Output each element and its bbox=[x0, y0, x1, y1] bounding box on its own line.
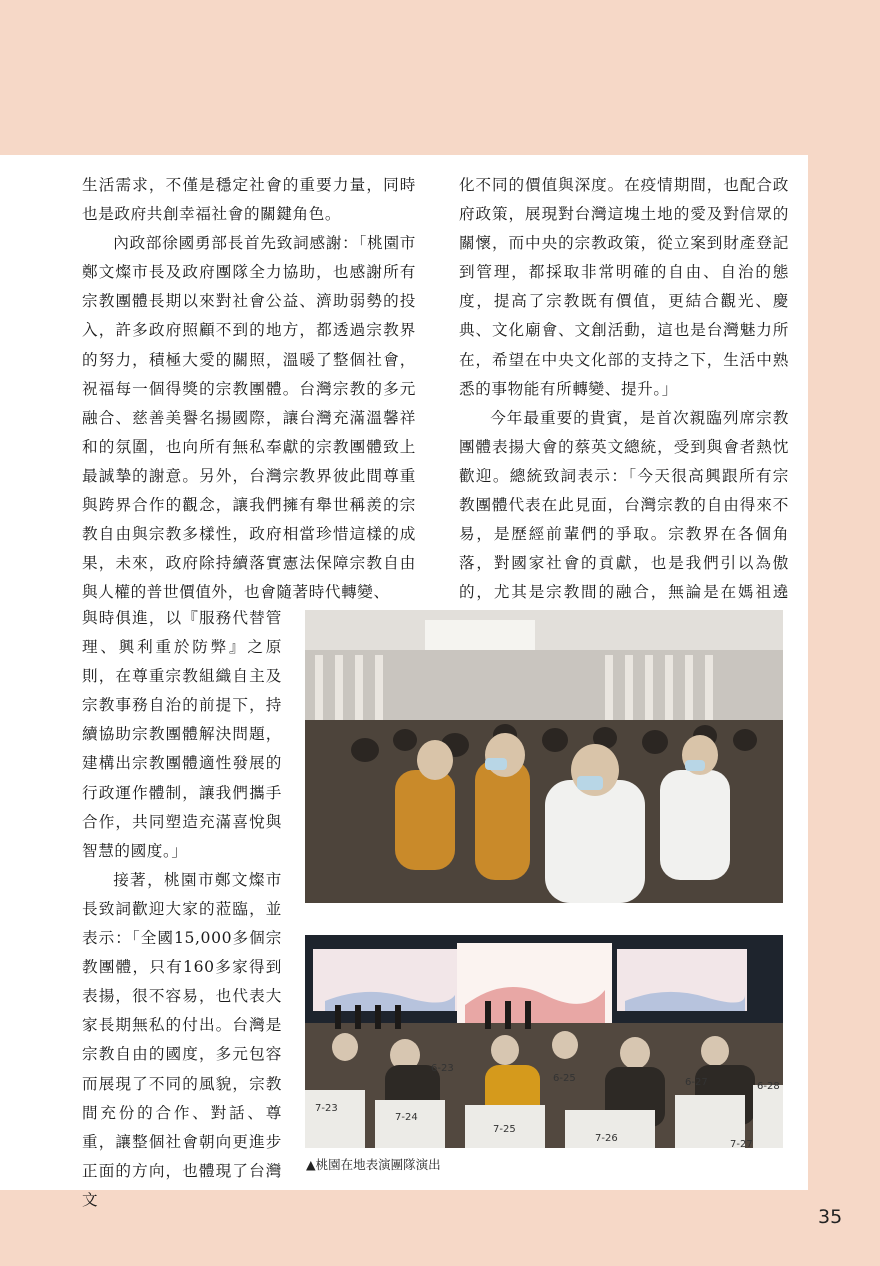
paragraph: 今年最重要的貴賓，是首次親臨列席宗教團體表揚大會的蔡英文總統，受到與會者熱忱歡迎。總統致詞表示：「今天很高興跟所有宗教團體代表在此見面，台灣宗教的自由得來不易，是歷經前輩們的爭取。宗教界在各個角落，對國家社會的貢獻，也是我們引以為傲的，尤其是宗教間的融合，無論是在媽祖遶 bbox=[459, 408, 789, 602]
paragraph: 接著，桃園市鄭文燦市長致詞歡迎大家的蒞臨，並表示：「全國15,000多個宗教團體，只有160多家得到表揚，很不容易，也代表大家長期無私的付出。台灣是宗教自由的國度，多元包容而展現了不同的風貌，宗教間充份的合作、對話、尊重，讓整個社會朝向更進步正面的方向，也體現了台灣文 bbox=[82, 870, 282, 1209]
seat-label: 7-23 bbox=[315, 1103, 338, 1114]
paragraph: 內政部徐國勇部長首先致詞感謝：「桃園市鄭文燦市長及政府團隊全力協助，也感謝所有宗教團體長期以來對社會公益、濟助弱勢的投入，許多政府照顧不到的地方，都透過宗教界的努力，積極大愛的關照，溫暖了整個社會，祝福每一個得獎的宗教團體。台灣宗教的多元融合、慈善美譽名揚國際，讓台灣充滿溫馨祥和的氛圍，也向所有無私奉獻的宗教團體致上最誠摯的謝意。另外，台灣宗教界彼此間尊重與跨界合作的觀念，讓我們擁有舉世稱羨的宗教自由與宗教多樣性，政府相當珍惜這樣的成果，未來，政府除持續落實憲法保障宗教自由與人權的普世價值外，也會隨著時代轉變、 bbox=[82, 234, 416, 602]
left-column-text bbox=[82, 171, 416, 607]
seat-label: 6-27 bbox=[685, 1077, 708, 1088]
ceremony-audience-photo bbox=[305, 610, 783, 903]
paragraph: 生活需求，不僅是穩定社會的重要力量，同時也是政府共創幸福社會的關鍵角色。 bbox=[82, 176, 416, 224]
seat-label: 6-25 bbox=[553, 1073, 576, 1084]
seat-label: 7-26 bbox=[595, 1133, 618, 1144]
seat-label: 7-27 bbox=[730, 1139, 753, 1148]
seat-label: 7-24 bbox=[395, 1112, 418, 1123]
photo-caption: ▲桃園在地表演團隊演出 bbox=[306, 1157, 441, 1172]
performance-photo bbox=[305, 935, 783, 1148]
left-column-narrow-text bbox=[82, 604, 282, 1215]
paragraph: 化不同的價值與深度。在疫情期間，也配合政府政策，展現對台灣這塊土地的愛及對信眾的關懷，而中央的宗教政策，從立案到財產登記到管理，都採取非常明確的自由、自治的態度，提高了宗教既有價值，更結合觀光、慶典、文化廟會、文創活動，這也是台灣魅力所在，希望在中央文化部的支持之下，生活中熟悉的事物能有所轉變、提升。」 bbox=[459, 176, 789, 398]
seat-label: 7-25 bbox=[493, 1124, 516, 1135]
seat-label: 6-28 bbox=[757, 1081, 780, 1092]
seat-label: 6-23 bbox=[431, 1063, 454, 1074]
paragraph: 與時俱進，以『服務代替管理、興利重於防弊』之原則，在尊重宗教組織自主及宗教事務自治的前提下，持續協助宗教團體解決問題，建構出宗教團體適性發展的行政運作體制，讓我們攜手合作，共同塑造充滿喜悅與智慧的國度。」 bbox=[82, 609, 282, 860]
page-number: 35 bbox=[818, 1206, 843, 1228]
right-column-text bbox=[459, 171, 789, 637]
seat-labels bbox=[305, 935, 783, 1148]
